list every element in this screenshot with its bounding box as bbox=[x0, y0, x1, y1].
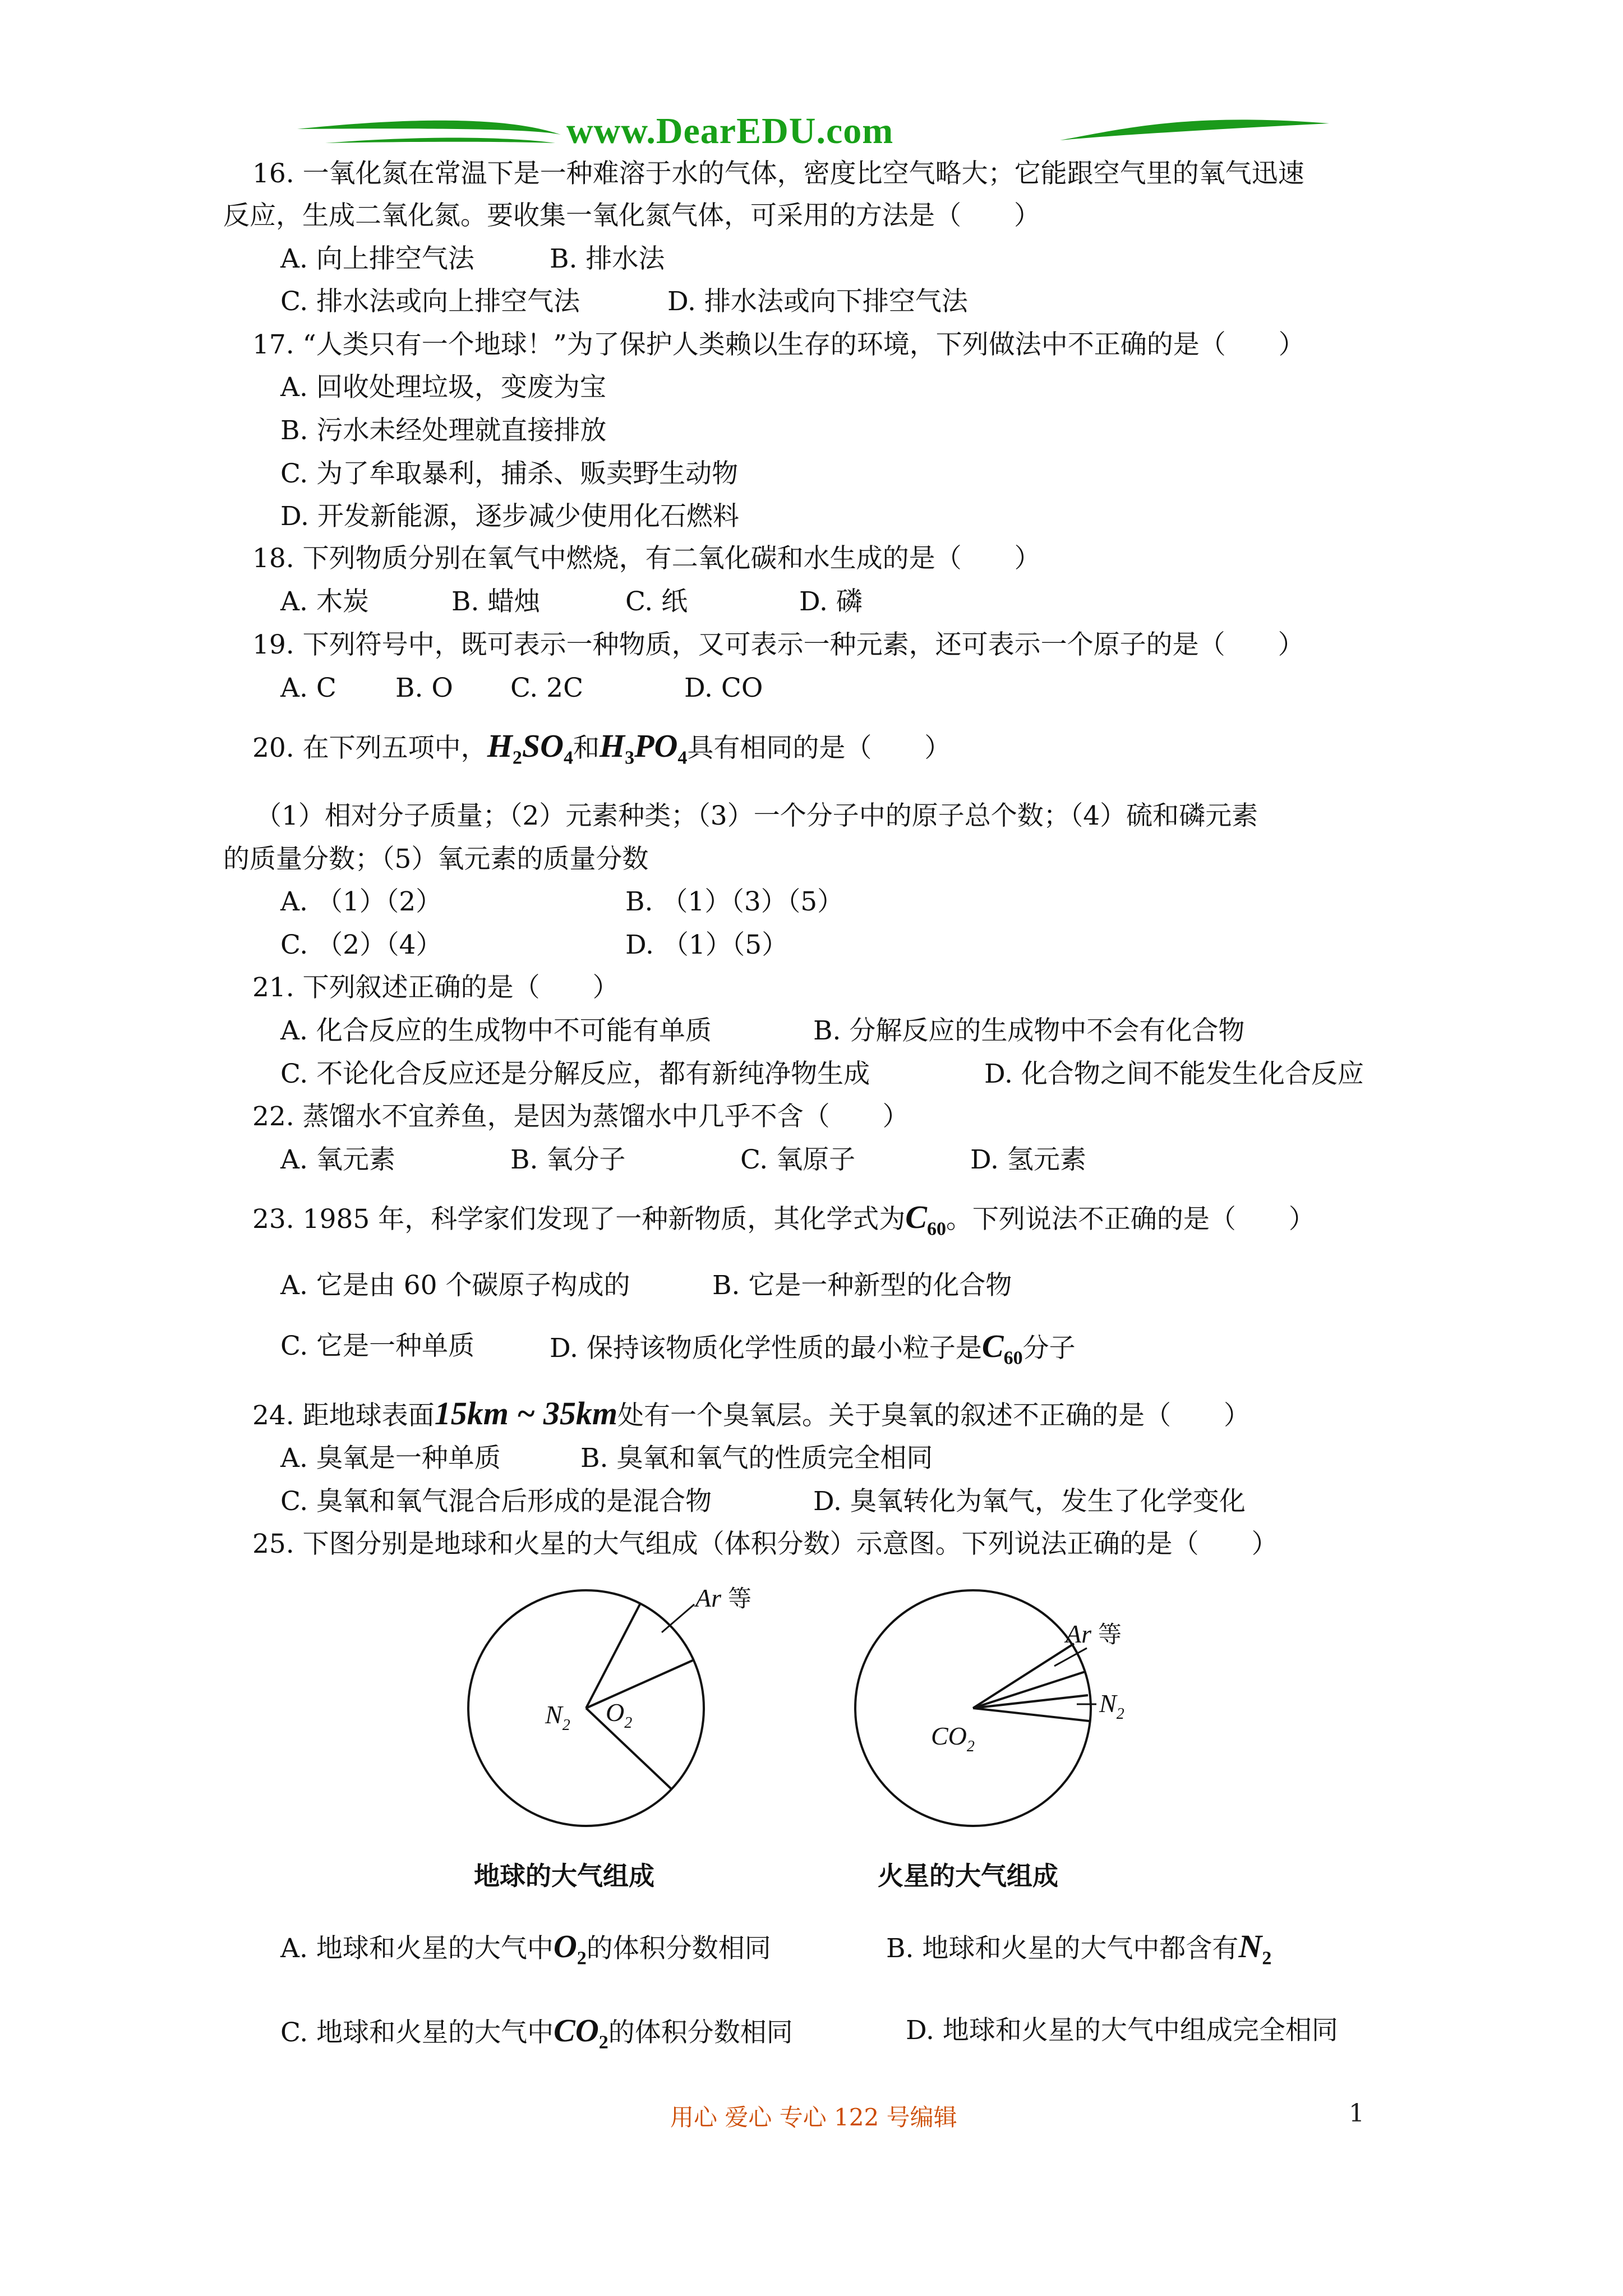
formula-c60-d: $C_{60}$ bbox=[981, 1328, 1023, 1369]
q24-option-c: C. 臭氧和氧气混合后形成的是混合物 bbox=[280, 1486, 712, 1517]
q16-option-d: D. 排水法或向下排空气法 bbox=[667, 286, 968, 317]
q21-option-d: D. 化合物之间不能发生化合反应 bbox=[984, 1059, 1364, 1089]
q24-line1: 24. 距地球表面15km ~ 35km处有一个臭氧层。关于臭氧的叙述不正确的是（ ） bbox=[252, 1395, 1250, 1432]
q16-line2: 反应，生成二氧化氮。要收集一氧化氮气体，可采用的方法是（ ） bbox=[223, 200, 1040, 231]
q24-range: 15km ~ 35km bbox=[434, 1395, 617, 1432]
q21-option-b: B. 分解反应的生成物中不会有化合物 bbox=[813, 1015, 1245, 1046]
q19-line1: 19. 下列符号中，既可表示一种物质，又可表示一种元素，还可表示一个原子的是（ ） bbox=[252, 629, 1304, 660]
q17-option-a: A. 回收处理垃圾，变废为宝 bbox=[280, 372, 606, 403]
footer-text: 用心 爱心 专心 122 号编辑 bbox=[670, 2104, 957, 2131]
q23-suffix: 。下列说法不正确的是（ ） bbox=[946, 1204, 1315, 1235]
q24-option-b: B. 臭氧和氧气的性质完全相同 bbox=[580, 1443, 933, 1474]
q18-option-c: C. 纸 bbox=[625, 586, 688, 617]
q25-option-b: B. 地球和火星的大气中都含有$N_2$ bbox=[886, 1928, 1272, 1969]
q16-option-a: A. 向上排空气法 bbox=[280, 243, 474, 274]
q17-line1: 17. “人类只有一个地球！”为了保护人类赖以生存的环境，下列做法中不正确的是（ ） bbox=[252, 329, 1305, 360]
q25-option-d: D. 地球和火星的大气中组成完全相同 bbox=[906, 2015, 1338, 2046]
q17-option-c: C. 为了牟取暴利，捕杀、贩卖野生动物 bbox=[280, 458, 739, 489]
q18-line1: 18. 下列物质分别在氧气中燃烧，有二氧化碳和水生成的是（ ） bbox=[252, 543, 1041, 574]
q19-option-d: D. CO bbox=[684, 673, 763, 703]
q25-option-c: C. 地球和火星的大气中$CO_2$的体积分数相同 bbox=[280, 2012, 793, 2053]
q23-option-b: B. 它是一种新型的化合物 bbox=[712, 1270, 1012, 1301]
q20-line1 bbox=[252, 729, 951, 775]
mars-pie bbox=[855, 1590, 1124, 1891]
q17-option-b: B. 污水未经处理就直接排放 bbox=[280, 415, 607, 446]
mars-caption: 火星的大气组成 bbox=[878, 1861, 1058, 1891]
q23-line1 bbox=[252, 1200, 1315, 1246]
mars-co2-label: $CO_2$ bbox=[931, 1722, 975, 1755]
q21-line1: 21. 下列叙述正确的是（ ） bbox=[252, 972, 619, 1003]
q21-option-a: A. 化合反应的生成物中不可能有单质 bbox=[280, 1015, 712, 1046]
q23-option-a: A. 它是由 60 个碳原子构成的 bbox=[280, 1270, 630, 1301]
q20-line3: 的质量分数；（5）氧元素的质量分数 bbox=[223, 844, 649, 875]
q20-option-a: A. （1）（2） bbox=[280, 886, 442, 917]
q22-line1: 22. 蒸馏水不宜养鱼，是因为蒸馏水中几乎不含（ ） bbox=[252, 1101, 909, 1132]
earth-o2-label: $O_2$ bbox=[606, 1698, 633, 1732]
formula-co2: $CO_2$ bbox=[554, 2012, 608, 2053]
q24-option-d: D. 臭氧转化为氧气，发生了化学变化 bbox=[813, 1486, 1246, 1517]
q20-line2: （1）相对分子质量；（2）元素种类；（3）一个分子中的原子总个数；（4）硫和磷元素 bbox=[255, 800, 1258, 831]
q18-option-d: D. 磷 bbox=[799, 586, 863, 617]
q22-option-c: C. 氧原子 bbox=[740, 1144, 856, 1175]
earth-ar-label: Ar bbox=[695, 1584, 721, 1612]
q17-option-d: D. 开发新能源，逐步减少使用化石燃料 bbox=[280, 501, 739, 532]
earth-ar-suffix: 等 bbox=[728, 1585, 752, 1612]
q18-option-b: B. 蜡烛 bbox=[451, 586, 541, 617]
page-number: 1 bbox=[1349, 2099, 1364, 2128]
formula-h3po4: $H_3PO_4$ bbox=[599, 728, 688, 769]
formula-o2: $O_2$ bbox=[553, 1928, 587, 1969]
mars-ar-label: Ar bbox=[1066, 1619, 1091, 1648]
q20-option-b: B. （1）（3）（5） bbox=[625, 886, 844, 917]
q22-option-d: D. 氢元素 bbox=[970, 1144, 1086, 1175]
atmosphere-diagram bbox=[460, 1582, 1144, 1896]
earth-n2-label: $N_2$ bbox=[545, 1700, 570, 1734]
mars-ar-suffix: 等 bbox=[1098, 1621, 1122, 1648]
earth-caption: 地球的大气组成 bbox=[474, 1861, 654, 1891]
formula-n2: $N_2$ bbox=[1238, 1928, 1272, 1969]
q19-option-a: A. C bbox=[280, 673, 336, 703]
q16-option-c: C. 排水法或向上排空气法 bbox=[280, 286, 580, 317]
q20-option-c: C. （2）（4） bbox=[280, 930, 442, 960]
q23-prefix: 23. 1985 年，科学家们发现了一种新物质，其化学式为 bbox=[252, 1204, 906, 1235]
q19-option-c: C. 2C bbox=[510, 673, 584, 703]
q24-option-a: A. 臭氧是一种单质 bbox=[280, 1443, 501, 1474]
q21-option-c: C. 不论化合反应还是分解反应，都有新纯净物生成 bbox=[280, 1059, 870, 1089]
q20-prefix: 20. 在下列五项中， bbox=[252, 733, 487, 763]
q25-option-a: A. 地球和火星的大气中$O_2$的体积分数相同 bbox=[280, 1928, 771, 1969]
formula-h2so4: $H_2SO_4$ bbox=[487, 728, 573, 769]
q23-option-d: D. 保持该物质化学性质的最小粒子是$C_{60}$分子 bbox=[550, 1328, 1076, 1369]
q19-option-b: B. O bbox=[395, 673, 453, 703]
q20-suffix: 具有相同的是（ ） bbox=[687, 733, 951, 763]
q23-option-c: C. 它是一种单质 bbox=[280, 1331, 475, 1361]
q16-line1: 16. 一氧化氮在常温下是一种难溶于水的气体，密度比空气略大；它能跟空气里的氧气迅速 bbox=[252, 158, 1304, 189]
q22-option-b: B. 氧分子 bbox=[510, 1144, 626, 1175]
q20-and: 和 bbox=[573, 733, 600, 763]
q20-option-d: D. （1）（5） bbox=[625, 930, 789, 960]
q16-option-b: B. 排水法 bbox=[550, 243, 665, 274]
earth-pie bbox=[468, 1584, 751, 1891]
mars-n2-label: $N_2$ bbox=[1099, 1689, 1124, 1723]
q25-line1: 25. 下图分别是地球和火星的大气组成（体积分数）示意图。下列说法正确的是（ ） bbox=[252, 1529, 1278, 1559]
header-logo-text[interactable]: www.DearEDU.com bbox=[566, 111, 894, 151]
formula-c60: $C_{60}$ bbox=[905, 1199, 946, 1240]
q18-option-a: A. 木炭 bbox=[280, 586, 369, 617]
q22-option-a: A. 氧元素 bbox=[280, 1144, 395, 1175]
